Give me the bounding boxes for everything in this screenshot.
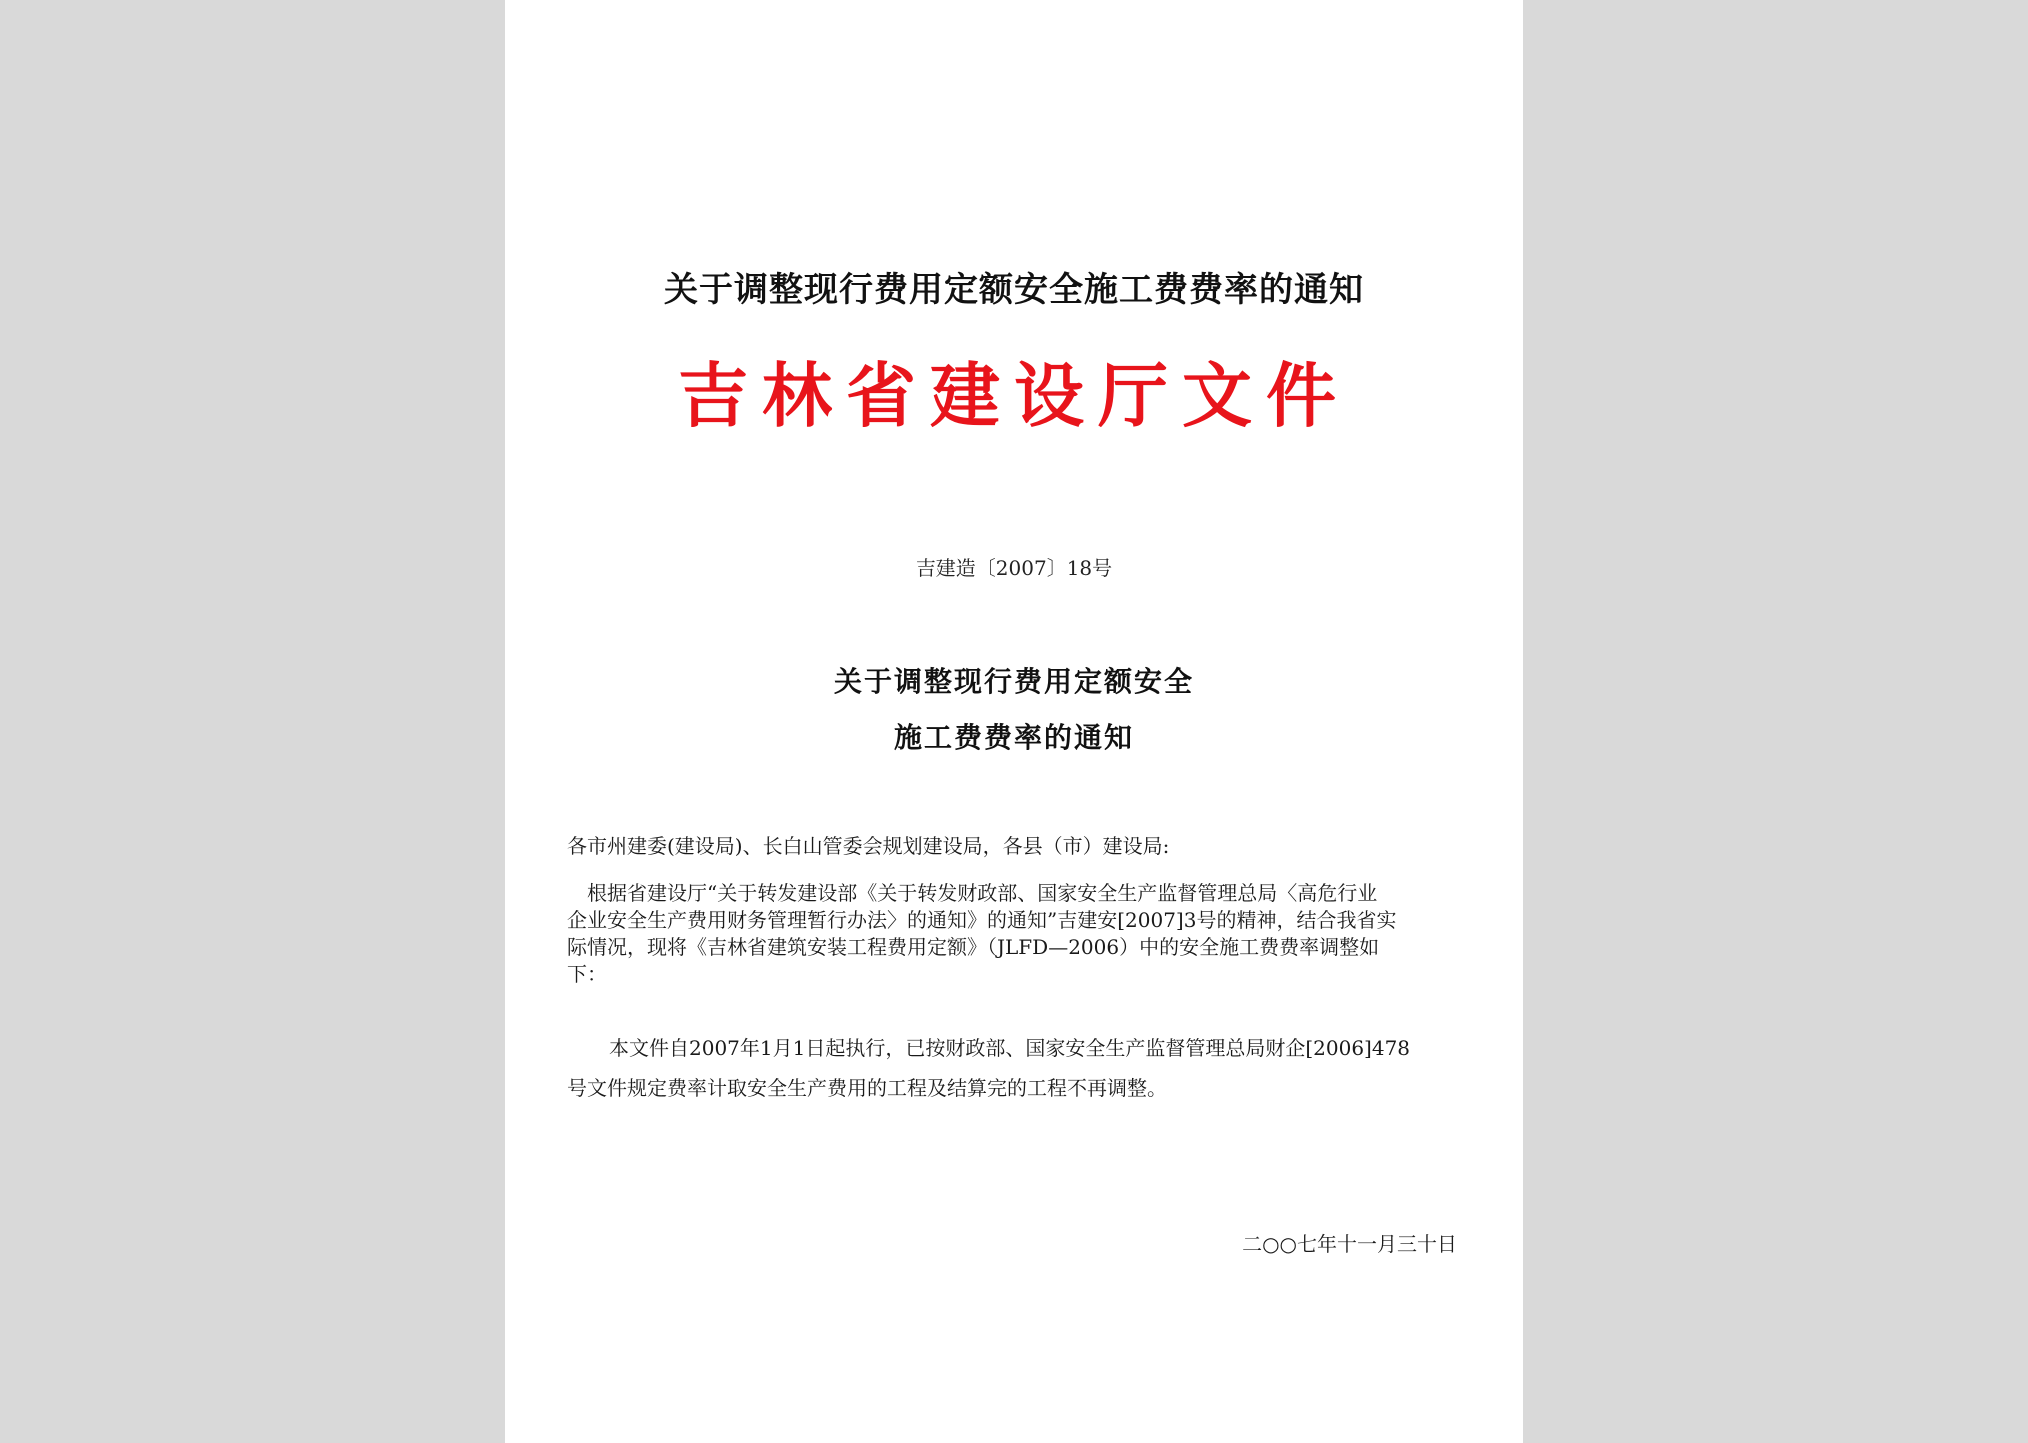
paragraph-line: 号文件规定费率计取安全生产费用的工程及结算完的工程不再调整。	[567, 1076, 1167, 1100]
issue-date: 二○○七年十一月三十日	[1242, 1232, 1457, 1256]
paragraph-line: 企业安全生产费用财务管理暂行办法〉的通知》的通知”吉建安[2007]3号的精神，结合我省实	[567, 908, 1397, 932]
document-number: 吉建造〔2007〕18号	[915, 556, 1113, 580]
notice-title-line-2: 施工费费率的通知	[893, 721, 1134, 754]
paragraph-line: 本文件自2007年1月1日起执行，已按财政部、国家安全生产监督管理总局财企[2006]478	[609, 1036, 1411, 1060]
body-paragraph-1	[567, 880, 1463, 988]
body-paragraph-2	[567, 1028, 1463, 1108]
document-top-title: 关于调整现行费用定额安全施工费费率的通知	[664, 270, 1364, 310]
issuing-authority-header: 吉林省建设厅文件	[678, 355, 1350, 437]
notice-title-line-1: 关于调整现行费用定额安全	[833, 665, 1194, 698]
paragraph-line: 下：	[567, 962, 607, 986]
document-page	[505, 0, 1523, 1443]
paragraph-line: 际情况，现将《吉林省建筑安装工程费用定额》（JLFD—2006）中的安全施工费费率调整如	[567, 935, 1380, 959]
paragraph-line: 根据省建设厅“关于转发建设部《关于转发财政部、国家安全生产监督管理总局〈高危行业	[587, 881, 1378, 905]
addressee-line: 各市州建委(建设局)、长白山管委会规划建设局，各县（市）建设局:	[567, 834, 1170, 858]
